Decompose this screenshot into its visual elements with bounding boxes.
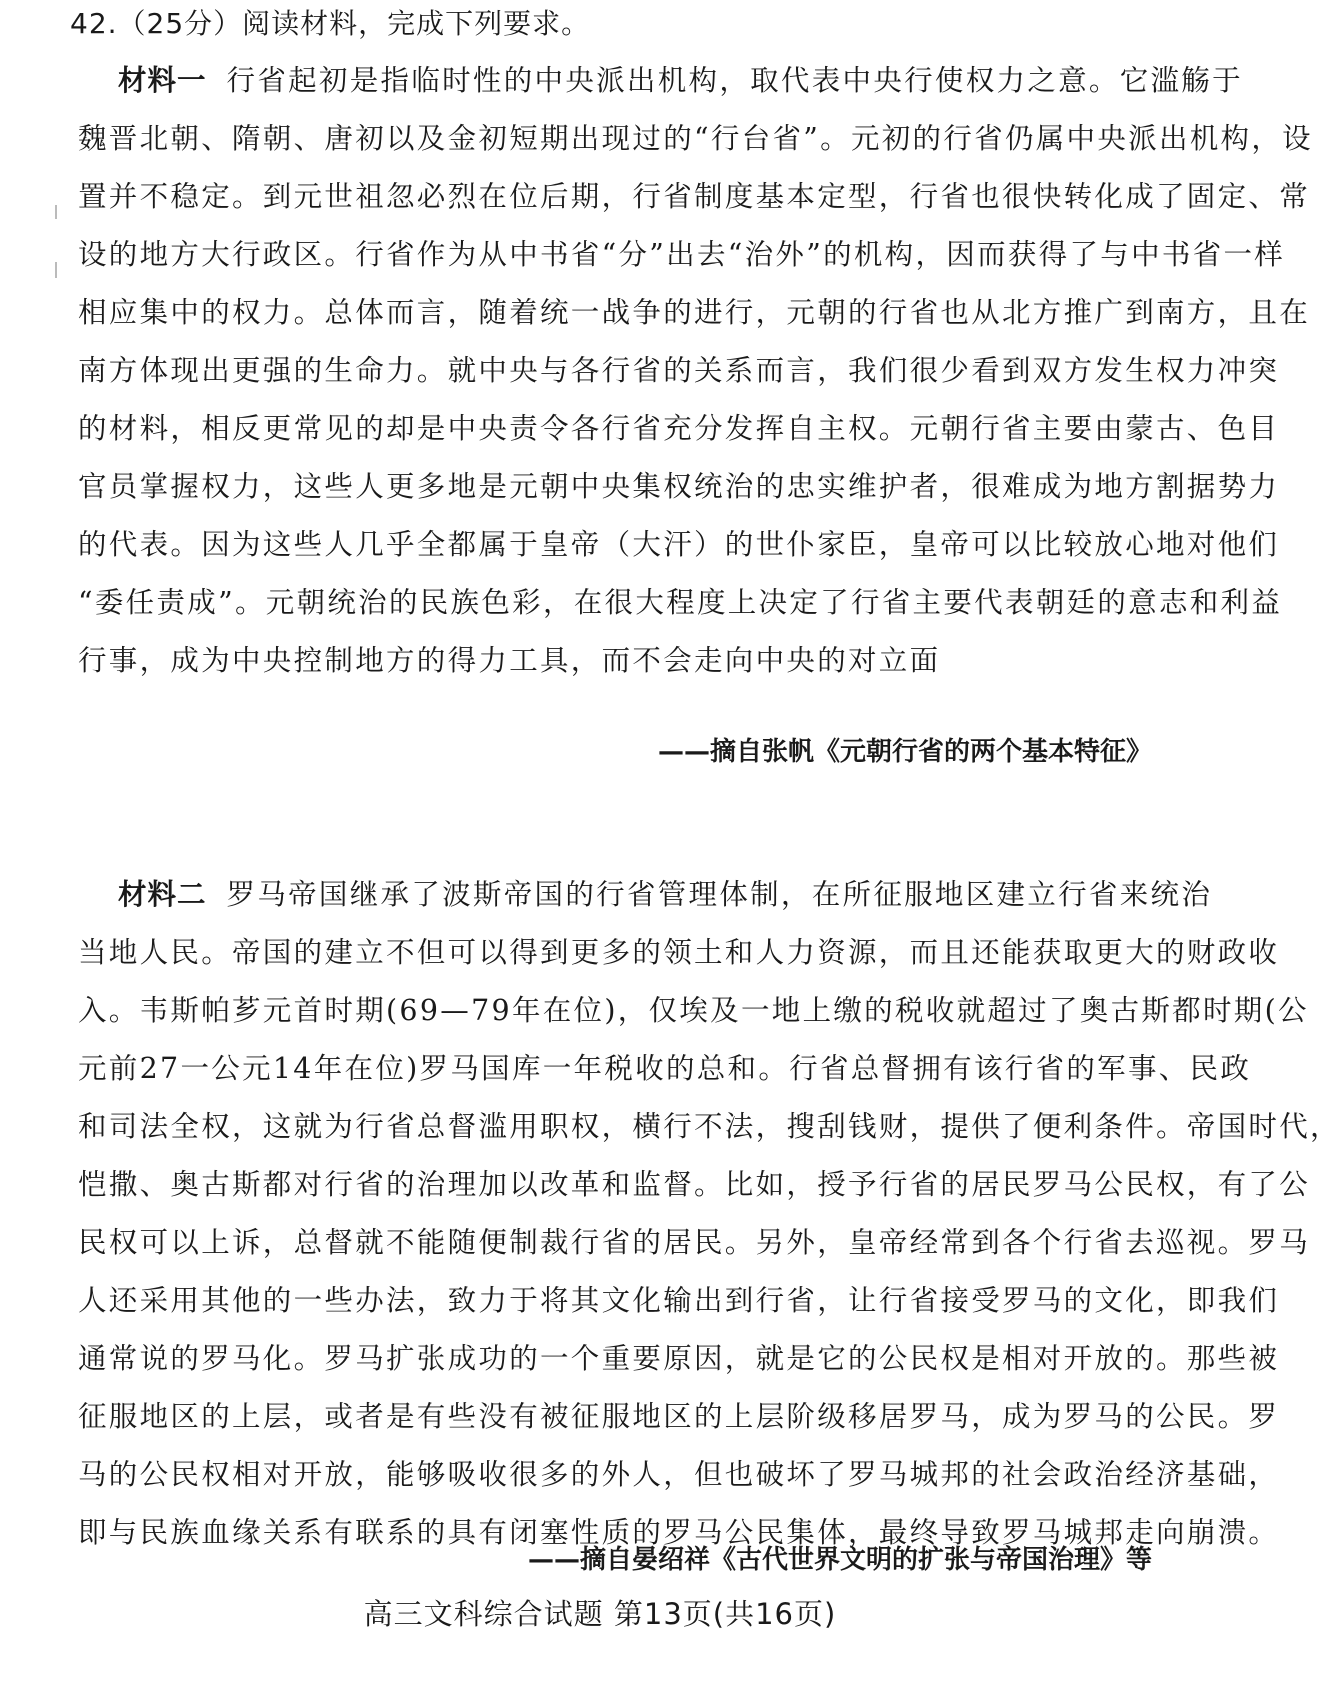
- material-one-line: 行事，成为中央控制地方的得力工具，而不会走向中央的对立面: [78, 644, 941, 677]
- material-two-line: 马的公民权相对开放，能够吸收很多的外人，但也破坏了罗马城邦的社会政治经济基础，: [78, 1458, 1280, 1491]
- material-one-label: 材料一: [118, 64, 207, 97]
- material-one-line: 官员掌握权力，这些人更多地是元朝中央集权统治的忠实维护者，很难成为地方割据势力: [78, 470, 1280, 503]
- question-heading: 42.（25分）阅读材料，完成下列要求。: [70, 7, 591, 40]
- material-one-source: ——摘自张帆《元朝行省的两个基本特征》: [657, 737, 1152, 767]
- material-two-line: 元前27一公元14年在位)罗马国库一年税收的总和。行省总督拥有该行省的军事、民政: [78, 1052, 1252, 1085]
- page-footer: 高三文科综合试题 第13页(共16页): [363, 1597, 837, 1631]
- material-two-source: ——摘自晏绍祥《古代世界文明的扩张与帝国治理》等: [527, 1545, 1152, 1575]
- material-two-line: 民权可以上诉，总督就不能随便制裁行省的居民。另外，皇帝经常到各个行省去巡视。罗马: [78, 1226, 1311, 1259]
- material-two-line: 入。韦斯帕芗元首时期(69—79年在位)，仅埃及一地上缴的税收就超过了奥古斯都时期(公: [78, 994, 1309, 1027]
- material-two-line: 征服地区的上层，或者是有些没有被征服地区的上层阶级移居罗马，成为罗马的公民。罗: [78, 1400, 1280, 1433]
- scan-artifact-mark: [55, 262, 57, 278]
- material-two-line: 通常说的罗马化。罗马扩张成功的一个重要原因，就是它的公民权是相对开放的。那些被: [78, 1342, 1280, 1375]
- material-one-line: 设的地方大行政区。行省作为从中书省“分”出去“治外”的机构，因而获得了与中书省一样: [78, 238, 1286, 271]
- material-two-line: 当地人民。帝国的建立不但可以得到更多的领土和人力资源，而且还能获取更大的财政收: [78, 936, 1280, 969]
- scan-artifact-mark: [55, 205, 57, 219]
- material-two-line: 人还采用其他的一些办法，致力于将其文化输出到行省，让行省接受罗马的文化，即我们: [78, 1284, 1280, 1317]
- material-two-line: 材料二 罗马帝国继承了波斯帝国的行省管理体制，在所征服地区建立行省来统治: [118, 878, 1213, 911]
- material-one-line: 置并不稳定。到元世祖忽必烈在位后期，行省制度基本定型，行省也很快转化成了固定、常: [78, 180, 1311, 213]
- material-one-line: 的材料，相反更常见的却是中央责令各行省充分发挥自主权。元朝行省主要由蒙古、色目: [78, 412, 1280, 445]
- material-two-line: 即与民族血缘关系有联系的具有闭塞性质的罗马公民集体，最终导致罗马城邦走向崩溃。: [78, 1516, 1280, 1549]
- material-one-line: 的代表。因为这些人几乎全都属于皇帝（大汗）的世仆家臣，皇帝可以比较放心地对他们: [78, 528, 1280, 561]
- material-two-line: 恺撒、奥古斯都对行省的治理加以改革和监督。比如，授予行省的居民罗马公民权，有了公: [78, 1168, 1311, 1201]
- material-one-line: 魏晋北朝、隋朝、唐初以及金初短期出现过的“行台省”。元初的行省仍属中央派出机构，设: [78, 122, 1313, 155]
- material-two: [78, 866, 1341, 1562]
- material-two-line: 和司法全权，这就为行省总督滥用职权，横行不法，搜刮钱财，提供了便利条件。帝国时代，: [78, 1110, 1341, 1143]
- material-one-line: 相应集中的权力。总体而言，随着统一战争的进行，元朝的行省也从北方推广到南方，且在: [78, 296, 1311, 329]
- material-one-line: “委任责成”。元朝统治的民族色彩，在很大程度上决定了行省主要代表朝廷的意志和利益: [78, 586, 1283, 619]
- material-one-line: 南方体现出更强的生命力。就中央与各行省的关系而言，我们很少看到双方发生权力冲突: [78, 354, 1280, 387]
- material-one: [78, 52, 1313, 690]
- material-one-line: 材料一 行省起初是指临时性的中央派出机构，取代表中央行使权力之意。它滥觞于: [118, 64, 1243, 97]
- material-two-label: 材料二: [118, 878, 207, 911]
